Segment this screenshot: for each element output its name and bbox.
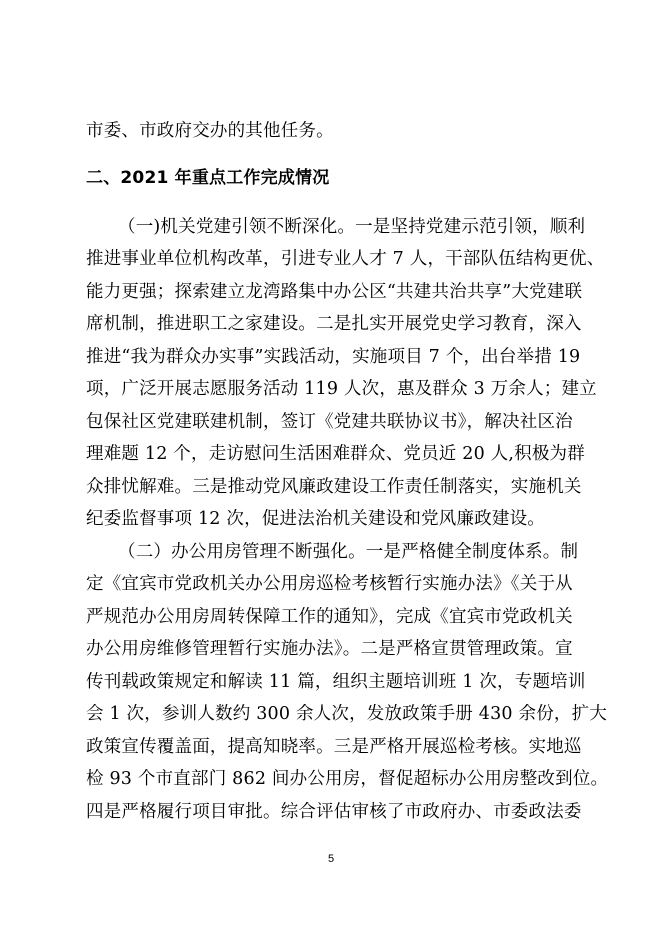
paragraph-2-line-3: 严规范办公用房周转保障工作的通知》，完成《宜宾市党政机关 bbox=[86, 607, 573, 627]
paragraph-1-line-6: 项，广泛开展志愿服务活动 119 人次，惠及群众 3 万余人；建立 bbox=[86, 379, 597, 399]
paragraph-1-line-2: 推进事业单位机构改革，引进专业人才 7 人，干部队伍结构更优、 bbox=[86, 249, 605, 269]
paragraph-2-line-5: 传刊载政策规定和解读 11 篇，组织主题培训班 1 次，专题培训 bbox=[86, 672, 586, 692]
paragraph-1-line-3: 能力更强；探索建立龙湾路集中办公区“共建共治共享”大党建联 bbox=[86, 282, 583, 302]
paragraph-2-line-6: 会 1 次，参训人数约 300 余人次，发放政策手册 430 余份，扩大 bbox=[86, 704, 608, 724]
paragraph-2-line-9: 四是严格履行项目审批。综合评估审核了市政府办、市委政法委 bbox=[86, 802, 582, 822]
paragraph-1-line-8: 理难题 12 个，走访慰问生活困难群众、党员近 20 人,积极为群 bbox=[86, 444, 585, 464]
section-heading: 二、2021 年重点工作完成情况 bbox=[86, 168, 330, 188]
paragraph-1-line-10: 纪委监督事项 12 次，促进法治机关建设和党风廉政建设。 bbox=[86, 509, 545, 529]
text-line-continuation: 市委、市政府交办的其他任务。 bbox=[86, 121, 334, 141]
paragraph-2-line-7: 政策宣传覆盖面，提高知晓率。三是严格开展巡检考核。实地巡 bbox=[86, 737, 582, 757]
paragraph-1-line-5: 推进“我为群众办实事”实践活动，实施项目 7 个，出台举措 19 bbox=[86, 347, 581, 367]
paragraph-2-line-4: 办公用房维修管理暂行实施办法》。二是严格宣贯管理政策。宣 bbox=[86, 639, 573, 659]
paragraph-1-line-7: 包保社区党建联建机制，签订《党建共联协议书》，解决社区治 bbox=[86, 412, 573, 432]
paragraph-2-line-2: 定《宜宾市党政机关办公用房巡检考核暂行实施办法》《关于从 bbox=[86, 574, 573, 594]
page-number: 5 bbox=[327, 853, 335, 865]
paragraph-1-line-9: 众排忧解难。三是推动党风廉政建设工作责任制落实，实施机关 bbox=[86, 477, 582, 497]
paragraph-2-line-1: （二）办公用房管理不断强化。一是严格健全制度体系。制 bbox=[118, 542, 579, 562]
paragraph-1-line-4: 席机制，推进职工之家建设。二是扎实开展党史学习教育，深入 bbox=[86, 314, 582, 334]
paragraph-1-line-1: （一)机关党建引领不断深化。一是坚持党建示范引领，顺利 bbox=[118, 217, 586, 237]
paragraph-2-line-8: 检 93 个市直部门 862 间办公用房，督促超标办公用房整改到位。 bbox=[86, 769, 609, 789]
